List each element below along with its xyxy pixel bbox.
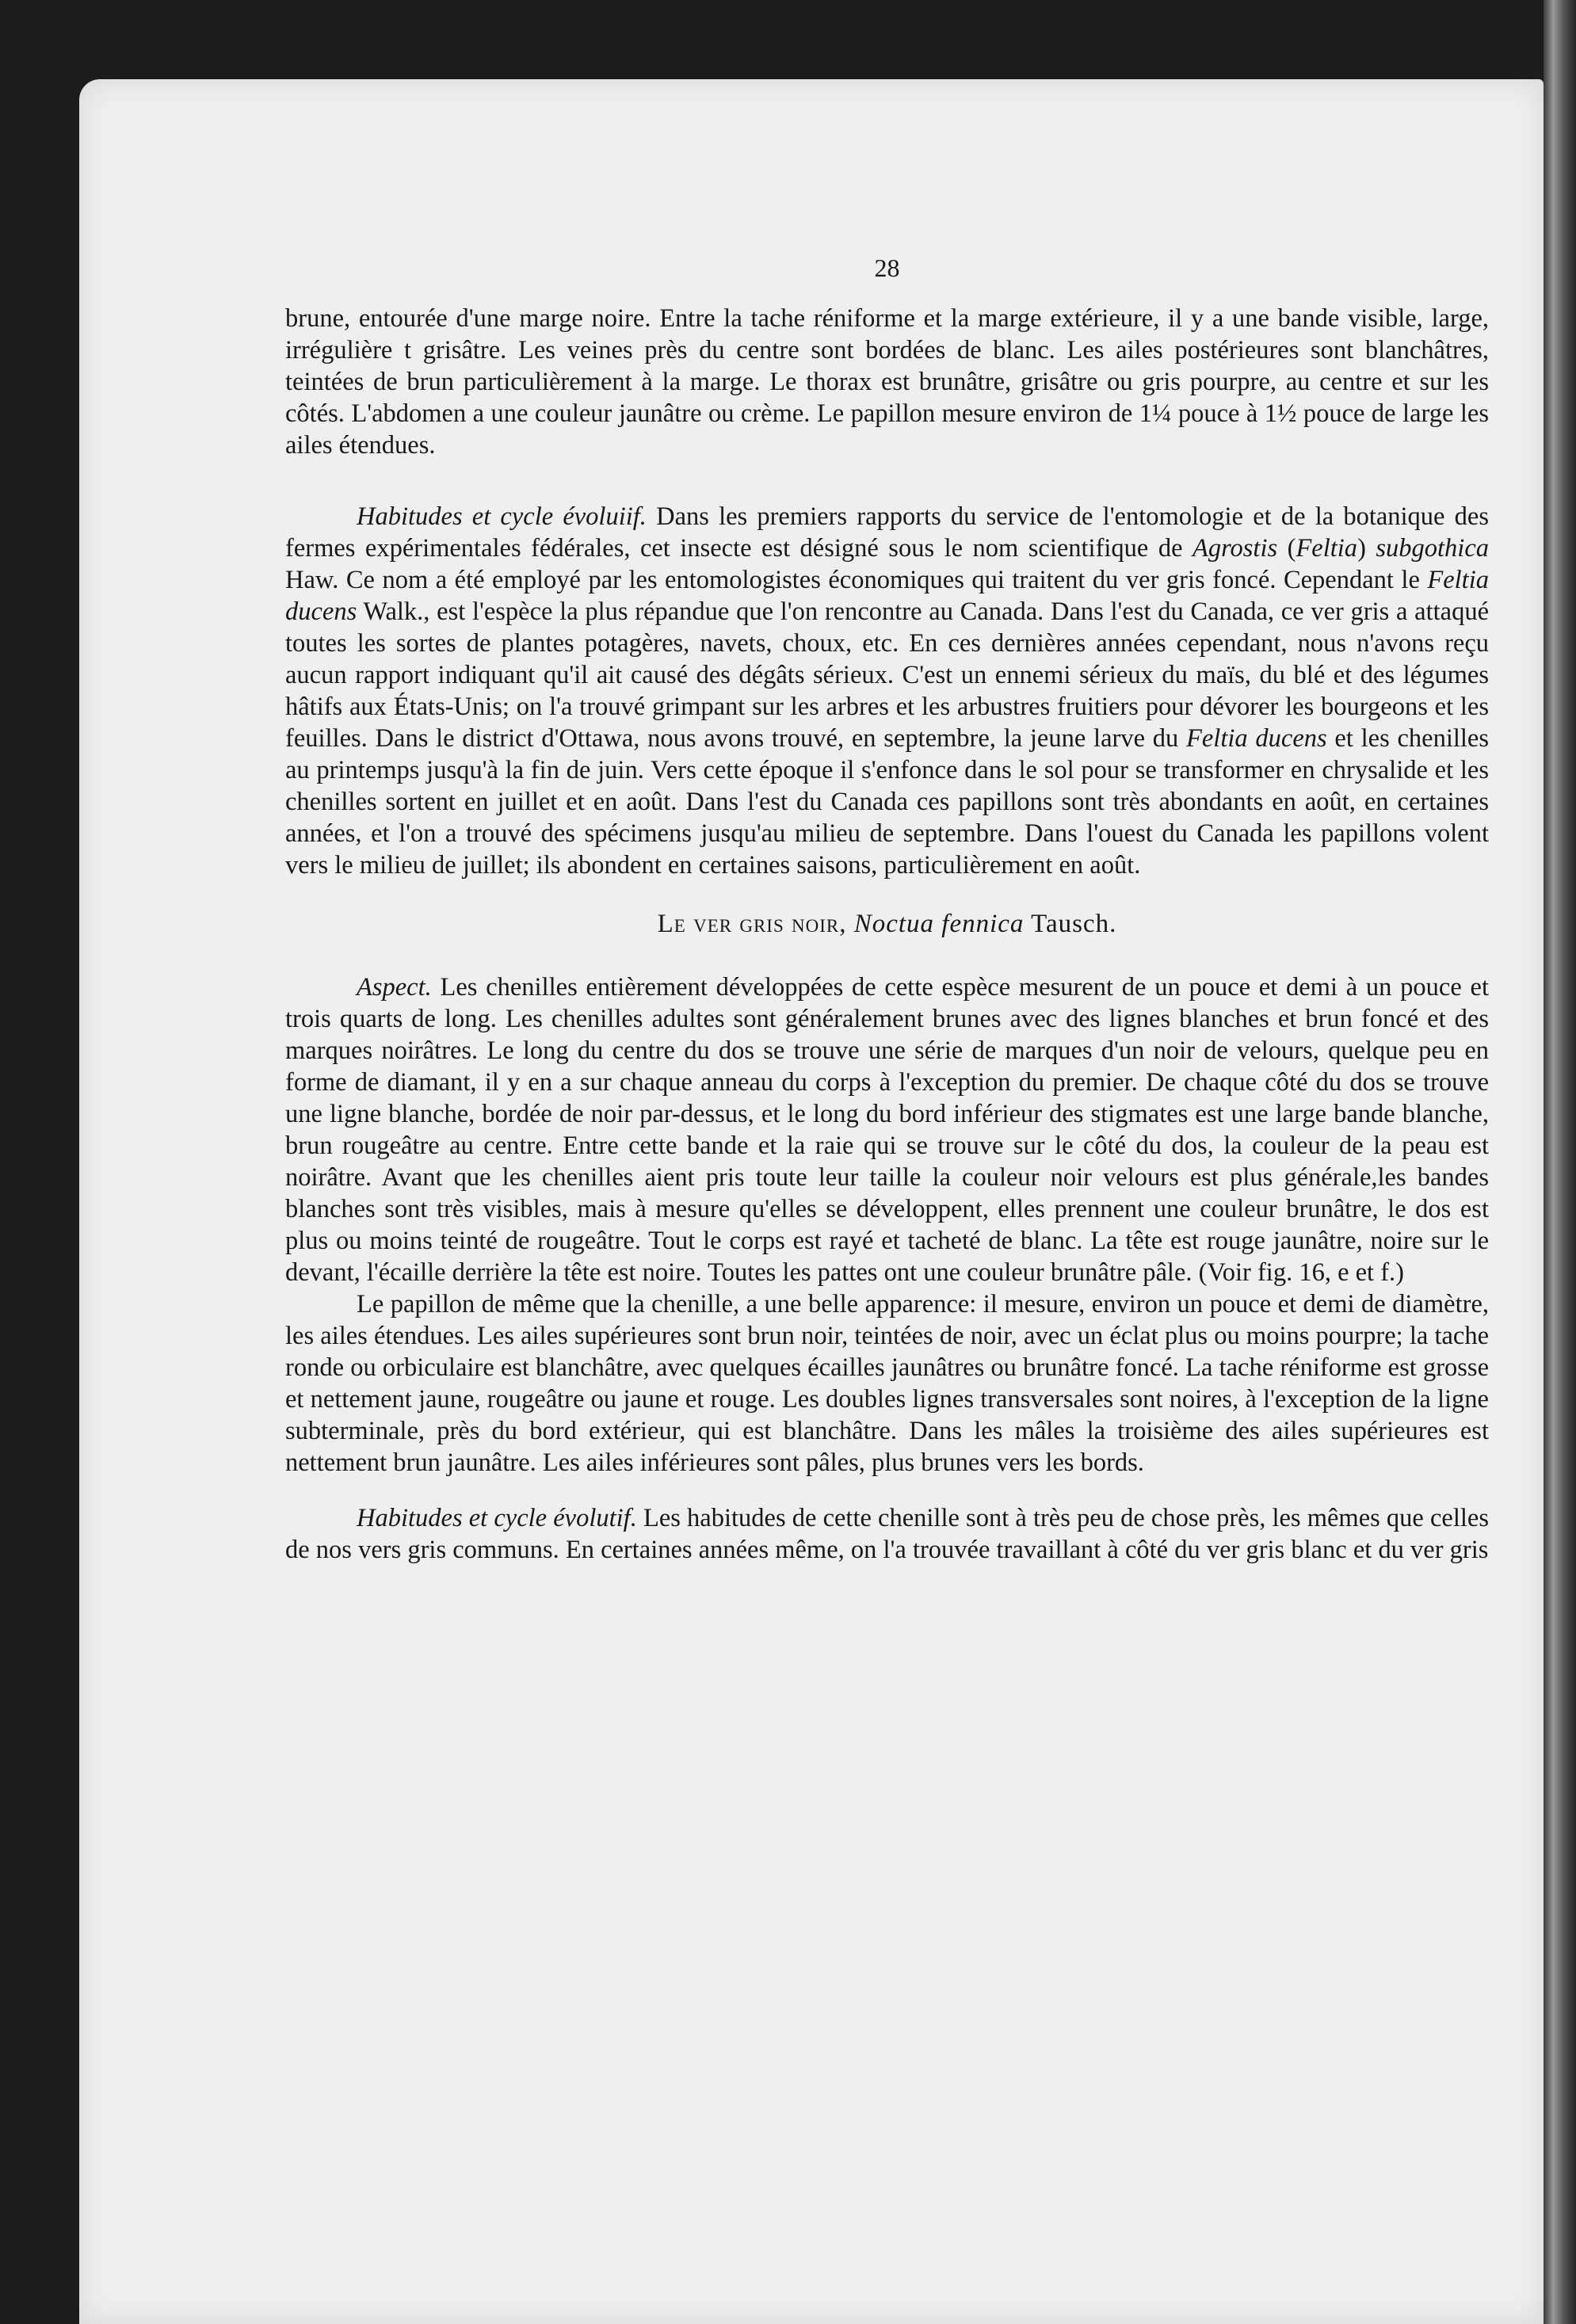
section-title-text: Le ver gris noir,: [657, 910, 854, 938]
section-title: [285, 908, 1489, 940]
paragraph-text: Les habitudes de cette chenille sont à très peu de chose près, les mêmes que celles de nos vers gris communs. En certaines années même, on l'a trouvée travaillant à côté du ver gris blanc et du ver gris: [285, 1504, 1489, 1564]
paragraph-habits-dark-cutworm: [285, 501, 1489, 881]
paragraph-gap: [285, 461, 1489, 501]
paragraph-text: Les chenilles entièrement développées de cette espèce mesurent de un pouce et demi à un pouce et trois quarts de long. Les chenilles adultes sont généralement brunes avec des lignes blanches et brun foncé et des marques noirâtres. Le long du centre du dos se trouve une série de marques d'un noir de velours, quelque peu en forme de diamant, il y en a sur chaque anneau du corps à l'exception du premier. De chaque côté du dos se trouve une ligne blanche, bordée de noir par-dessus, et le long du bord inférieur des stigmates est une large bande blanche, brun rougeâtre au centre. Entre cette bande et la raie qui se trouve sur le côté du dos, la couleur de la peau est noirâtre. Avant que les chenilles aient pris toute leur taille la couleur noir velours est plus générale,les bandes blanches sont très visibles, mais à mesure qu'elles se développent, elles prennent une couleur brunâtre, le dos est plus ou moins teinté de rougeâtre. Tout le corps est rayé et tacheté de blanc. La tête est rouge jaunâtre, noire sur le devant, l'écaille derrière la tête est noire. Toutes les pattes ont une couleur brunâtre pâle. (Voir fig. 16, e et f.): [285, 973, 1489, 1287]
paragraph-text: Haw. Ce nom a été employé par les entomologistes économiques qui traitent du ver gris foncé. Cependant le: [285, 566, 1428, 594]
species-name: Feltia ducens: [285, 566, 1489, 626]
paragraph-text: et les chenilles au printemps jusqu'à la fin de juin. Vers cette époque il s'enfonce dans le sol pour se transformer en chrysalide et les chenilles sortent en juillet et en août. Dans l'est du Canada ces papillons sont très abondants en août, en certaines années, et l'on a trouvé des spécimens jusqu'au milieu de septembre. Dans l'ouest du Canada les papillons volent vers le milieu de juillet; ils abondent en certaines saisons, particulièrement en août.: [285, 724, 1489, 880]
scan-edge: [1544, 0, 1576, 2324]
document-page: [79, 79, 1544, 2324]
page-content: [285, 252, 1489, 1566]
species-name: subgothica: [1376, 534, 1489, 563]
species-name: Agrostis: [1192, 534, 1278, 563]
section-heading-habits: Habitudes et cycle évoluiif.: [357, 502, 647, 531]
paragraph-text: (: [1277, 534, 1296, 563]
paragraph-description-continued: brune, entourée d'une marge noire. Entre la tache réniforme et la marge extérieure, il y a une bande visible, large, irrégulière t grisâtre. Les veines près du centre sont bordées de blanc. Les ailes postérieures sont blanchâtres, teintées de brun particulièrement à la marge. Le thorax est brunâtre, grisâtre ou gris pourpre, au centre et sur les côtés. L'abdomen a une couleur jaunâtre ou crème. Le papillon mesure environ de 1¼ pouce à 1½ pouce de large les ailes étendues.: [285, 304, 1489, 460]
species-name: Feltia ducens: [1186, 724, 1327, 753]
page-number: 28: [874, 254, 900, 282]
paragraph-gap: [285, 1479, 1489, 1502]
section-heading-aspect: Aspect.: [357, 973, 432, 1002]
species-name: Feltia: [1296, 534, 1358, 563]
paragraph-habits-black-cutworm: [285, 1502, 1489, 1566]
section-heading-habits: Habitudes et cycle évolutif.: [357, 1504, 637, 1532]
paragraph-moth-description: Le papillon de même que la chenille, a une belle apparence: il mesure, environ un pouce et demi de diamètre, les ailes étendues. Les ailes supérieures sont brun noir, teintées de noir, avec un éclat plus ou moins pourpre; la tache ronde ou orbiculaire est blanchâtre, avec quelques écailles jaunâtres ou brunâtre foncé. La tache réniforme est grosse et nettement jaune, rougeâtre ou jaune et rouge. Les doubles lignes transversales sont noires, à l'exception de la ligne subterminale, près du bord extérieur, qui est blanchâtre. Dans les mâles la troisième des ailes supérieures est nettement brun jaunâtre. Les ailes inférieures sont pâles, plus brunes vers les bords.: [285, 1290, 1489, 1477]
paragraph-text: Walk., est l'espèce la plus répandue que l'on rencontre au Canada. Dans l'est du Canada, ce ver gris a attaqué toutes les sortes de plantes potagères, navets, choux, etc. En ces dernières années cependant, nous n'avons reçu aucun rapport indiquant qu'il ait causé des dégâts sérieux. C'est un ennemi sérieux du maïs, du blé et des légumes hâtifs aux États-Unis; on l'a trouvé grimpant sur les arbres et les arbustres fruitiers pour dévorer les bourgeons et les feuilles. Dans le district d'Ottawa, nous avons trouvé, en septembre, la jeune larve du: [285, 597, 1489, 753]
section-title-author: Tausch.: [1024, 910, 1117, 938]
paragraph-text: Dans les premiers rapports du service de l'entomologie et de la botanique des fermes expérimentales fédérales, cet insecte est désigné sous le nom scientifique de: [285, 502, 1489, 563]
paragraph-aspect: [285, 971, 1489, 1288]
species-name: Noctua fennica: [853, 910, 1025, 938]
paragraph-text: ): [1357, 534, 1376, 563]
